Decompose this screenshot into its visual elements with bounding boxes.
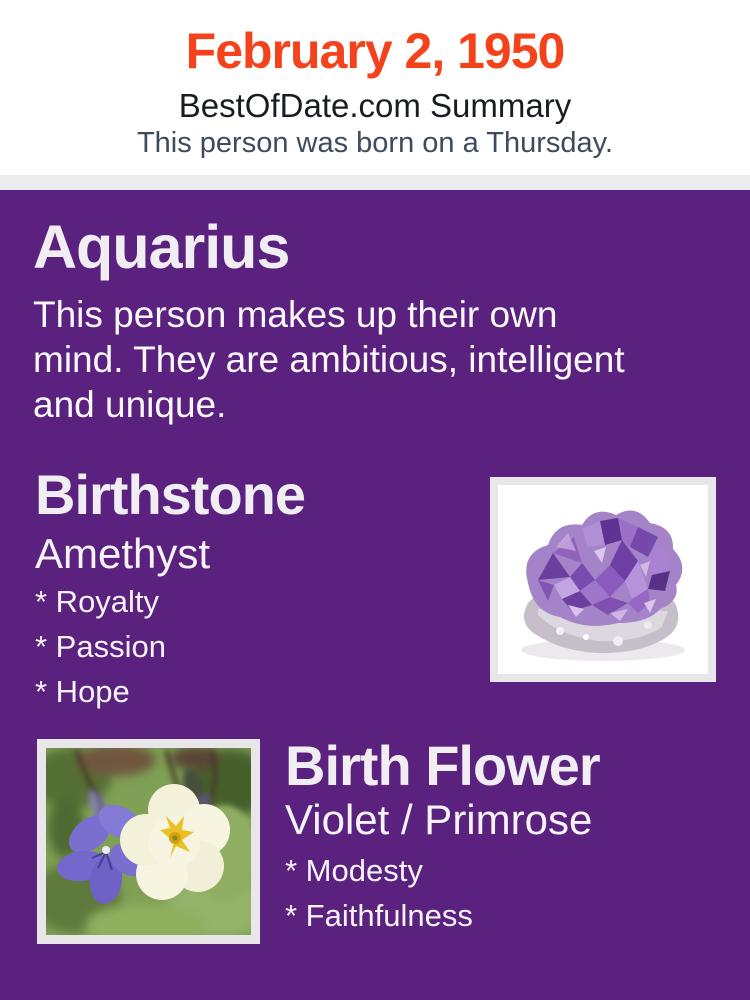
purple-body-section — [0, 190, 750, 1000]
violet-primrose-illustration — [46, 748, 251, 935]
date-title: February 2, 1950 — [185, 23, 565, 79]
site-summary-subtitle: BestOfDate.com Summary — [178, 87, 572, 124]
divider-bar — [0, 175, 750, 190]
zodiac-description: This person makes up their own mind. They are ambitious, intelligent and unique. — [33, 294, 625, 425]
birth-flower-trait: * Modesty — [285, 853, 423, 888]
birth-flower-heading: Birth Flower — [285, 734, 600, 797]
born-on-line: This person was born on a Thursday. — [136, 127, 614, 159]
zodiac-sign-heading: Aquarius — [33, 213, 290, 281]
birth-flower-trait: * Faithfulness — [285, 898, 473, 933]
birthstone-heading: Birthstone — [35, 463, 305, 526]
amethyst-photo — [490, 477, 716, 682]
birthstone-trait: * Passion — [35, 629, 166, 664]
birthstone-trait: * Hope — [35, 674, 130, 709]
birth-flower-name: Violet / Primrose — [285, 796, 593, 843]
violet-primrose-photo — [37, 739, 260, 944]
birthstone-trait: * Royalty — [35, 584, 160, 619]
birthstone-name: Amethyst — [35, 530, 211, 577]
amethyst-crystal-illustration — [498, 485, 708, 674]
